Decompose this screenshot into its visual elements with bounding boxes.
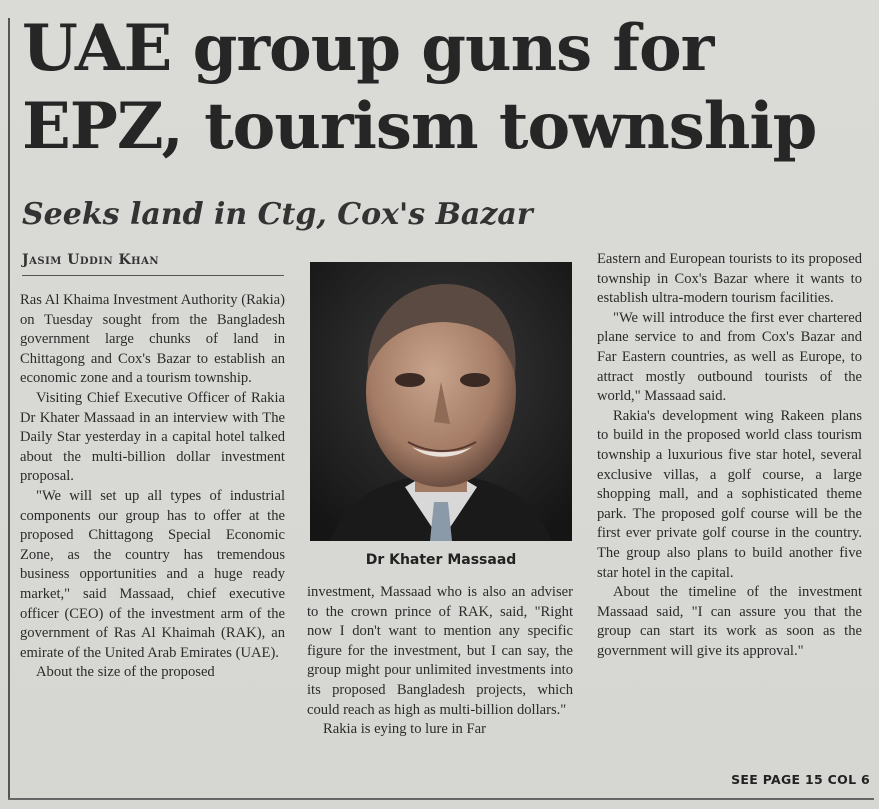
paragraph: About the size of the proposed (36, 664, 215, 681)
byline: Jasim Uddin Khan (22, 252, 159, 268)
paragraph: Ras Al Khaima Investment Authority (Rakia) on Tuesday sought from the Bangladesh government large chunks of land in Chittagong and Cox's Bazar to establish an economic zone and a tourism township. (20, 292, 285, 387)
paragraph: "We will introduce the first ever chartered plane service to and from Cox's Bazar and Far Eastern countries, as well as Europe, to attract mostly outbound tourists of the world," Massaad said. (597, 309, 862, 405)
paragraph: Rakia's development wing Rakeen plans to build in the proposed world class tourism township a luxurious five star hotel, several exclusive villas, a golf course, a large shopping mall, and a sophisticated theme park. The proposed golf course will be the first ever private golf course in the country. The group also plans to build another five star hotel in the capital. (597, 407, 862, 581)
continuation-note[interactable]: SEE PAGE 15 COL 6 (731, 772, 870, 787)
headline-line-1: UAE group guns for (22, 11, 714, 86)
paragraph: Eastern and European tourists to its proposed township in Cox's Bazar where it wants to establish ultra-modern tourism facilities. (597, 251, 862, 307)
article-column-1 (20, 291, 285, 683)
article-column-2 (307, 583, 573, 740)
headline (22, 10, 872, 166)
paragraph: About the timeline of the investment Massaad said, "I can assure you that the group can start its work as soon as the government will give its approval." (597, 584, 862, 659)
portrait-illustration (310, 262, 572, 541)
headline-line-2: EPZ, tourism township (22, 89, 817, 164)
paragraph: Rakia is eying to lure in Far (323, 721, 486, 738)
article-column-3 (597, 250, 862, 661)
byline-rule (22, 275, 284, 276)
portrait-photo (310, 262, 572, 541)
paragraph: "We will set up all types of industrial components our group has to offer at the proposed Chittagong Special Economic Zone, as the country has tremendous business opportunities and a huge ready market," said Massaad, chief executive officer (CEO) of the investment arm of the government of Ras Al Khaimah (RAK), an emirate of the United Arab Emirates (UAE). (20, 487, 285, 661)
bottom-rule (8, 798, 874, 800)
paragraph: investment, Massaad who is also an adviser to the crown prince of RAK, said, "Right now I don't want to mention any specific figure for the investment, but I can say, the group might pour unlimited investments into its proposed Bangladesh projects, which could reach as high as multi-billion dollars." (307, 584, 573, 718)
paragraph: Visiting Chief Executive Officer of Rakia Dr Khater Massaad in an interview with The Daily Star yesterday in a capital hotel talked about the multi-billion dollar investment proposal. (20, 389, 285, 485)
subheadline: Seeks land in Ctg, Cox's Bazar (22, 197, 533, 232)
left-column-rule (8, 18, 10, 798)
photo-caption: Dr Khater Massaad (365, 552, 517, 568)
